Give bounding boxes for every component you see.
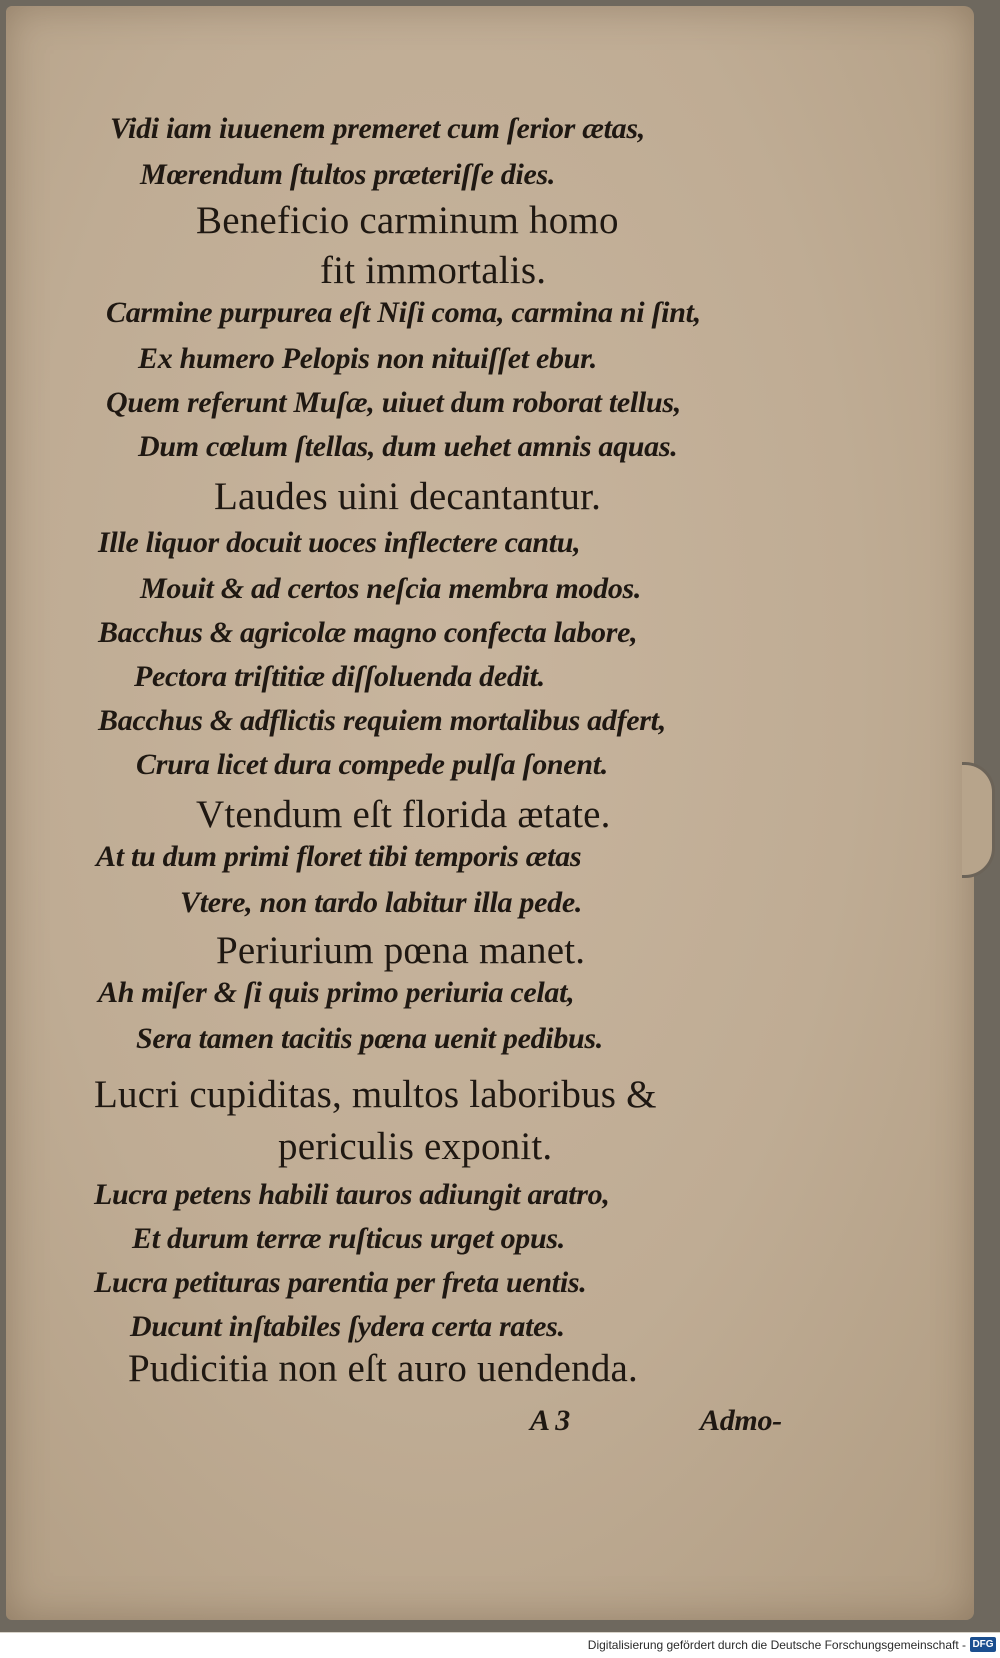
verse-line: Bacchus & agricolæ magno confecta labore, xyxy=(98,616,638,649)
verse-line: Crura licet dura compede pulſa ſonent. xyxy=(136,748,608,781)
verse-line: Ducunt inſtabiles ſydera certa rates. xyxy=(130,1310,565,1343)
verse-line: Sera tamen tacitis pœna uenit pedibus. xyxy=(136,1022,603,1055)
verse-line: Ah miſer & ſi quis primo periuria celat, xyxy=(98,976,575,1009)
section-heading: Periurium pœna manet. xyxy=(216,929,586,972)
section-heading: Pudicitia non eſt auro uendenda. xyxy=(128,1347,639,1390)
verse-line: At tu dum primi floret tibi temporis ætas xyxy=(96,840,582,873)
verse-line: Ex humero Pelopis non nituiſſet ebur. xyxy=(138,342,597,375)
verse-line: Ille liquor docuit uoces inflectere cantu, xyxy=(98,526,581,559)
verse-line: Lucra petens habili tauros adiungit aratro, xyxy=(94,1178,610,1211)
signature-mark: A 3 xyxy=(530,1404,570,1437)
section-heading: Vtendum eſt florida ætate. xyxy=(196,793,611,836)
verse-line: Quem referunt Muſæ, uiuet dum roborat tellus, xyxy=(106,386,681,419)
section-heading: fit immortalis. xyxy=(320,249,547,292)
verse-line: Vtere, non tardo labitur illa pede. xyxy=(180,886,583,919)
verse-line: Mouit & ad certos neſcia membra modos. xyxy=(140,572,642,605)
funding-credit: Digitalisierung gefördert durch die Deutsche Forschungsgemeinschaft - xyxy=(587,1638,966,1652)
verse-line: Mœrendum ſtultos præteriſſe dies. xyxy=(140,158,556,191)
digitization-footer xyxy=(0,1632,1000,1658)
verse-line: Bacchus & adflictis requiem mortalibus adfert, xyxy=(98,704,666,737)
section-heading: Beneficio carminum homo xyxy=(196,199,619,242)
verse-line: Pectora triſtitiæ diſſoluenda dedit. xyxy=(134,660,545,693)
verse-line: Vidi iam iuuenem premeret cum ſerior ætas, xyxy=(110,112,645,145)
section-heading: periculis exponit. xyxy=(278,1125,553,1168)
verse-line: Dum cœlum ſtellas, dum uehet amnis aquas. xyxy=(138,430,678,463)
catchword: Admo- xyxy=(700,1404,782,1437)
verse-line: Carmine purpurea eſt Niſi coma, carmina ni ſint, xyxy=(106,296,701,329)
section-heading: Laudes uini decantantur. xyxy=(214,475,602,518)
verse-line: Lucra petituras parentia per freta uentis. xyxy=(94,1266,587,1299)
section-heading: Lucri cupiditas, multos laboribus & xyxy=(94,1073,657,1116)
dfg-logo[interactable]: DFG xyxy=(970,1637,996,1652)
verse-line: Et durum terræ ruſticus urget opus. xyxy=(132,1222,565,1255)
